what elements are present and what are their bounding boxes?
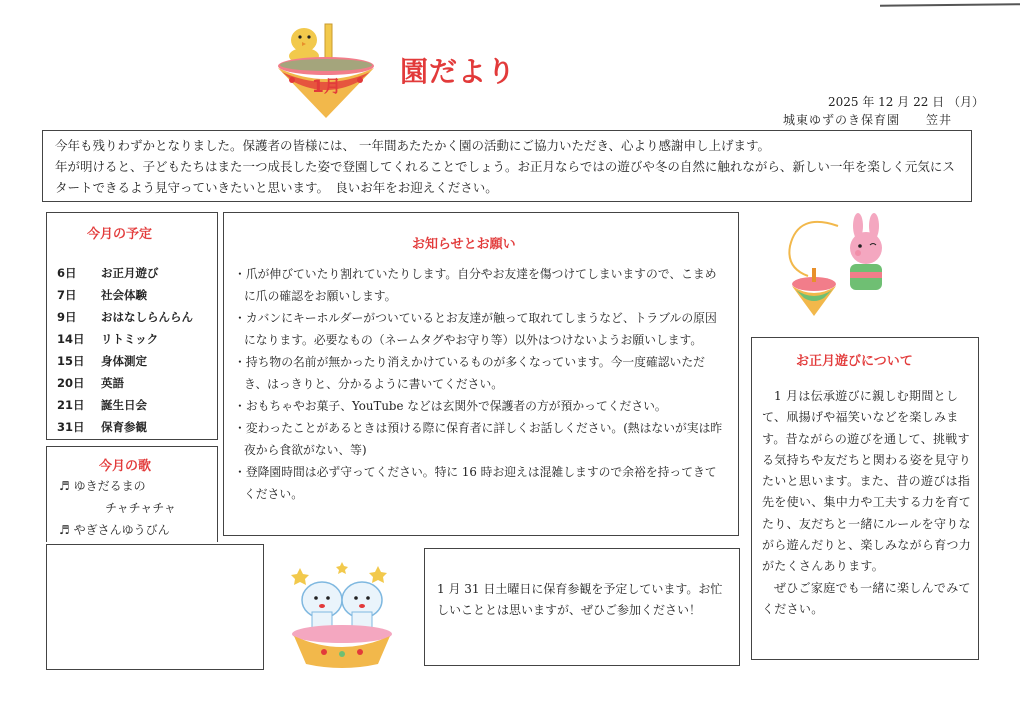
notice-item: ・ 登降園時間は必ず守ってください。特に 16 時お迎えは混雑しますので余裕を持ってきてください。: [234, 461, 728, 505]
open-house-text: 1 月 31 日土曜日に保育参観を予定しています。お忙しいこととは思いますが、ぜひご参加ください！: [437, 582, 723, 617]
song-item: ♬ やぎさんゆうびん: [59, 523, 170, 537]
twin-ghost-spinning-top-icon: [278, 560, 408, 672]
new-year-paragraph-1: 1 月は伝承遊びに親しむ期間として、凧揚げや福笑いなどを楽しみます。昔ながらの遊びを通して、挑戦する気持ちや友だちと関わる姿を見守りたいと思います。また、昔の遊びは指先を使い、集中力や工夫する力を育てたり、友だちと一緒にルールを守りながら遊んだりと、楽しみながら育つ力がたくさんあります。: [762, 389, 972, 574]
schedule-row: 14日 リトミック: [57, 332, 159, 346]
schedule-row: 6日 お正月遊び: [57, 266, 159, 280]
song-item-continued: チャチャチャ: [105, 501, 176, 515]
music-note-icon: ♬: [59, 479, 70, 493]
issue-date: 2025 年 12 月 22 日 （月）: [828, 95, 984, 109]
intro-paragraph-1: 今年も残りわずかとなりました。保護者の皆様には、 一年間あたたかく園の活動にご協力いただき、心より感謝申し上げます。: [55, 138, 770, 153]
schedule-row: 9日 おはなしらんらん: [57, 310, 193, 324]
notice-item: ・ 爪が伸びていたり割れていたりします。自分やお友達を傷つけてしまいますので、こまめに爪の確認をお願いします。: [234, 263, 728, 307]
month-badge: 1月: [312, 77, 341, 97]
songs-title: 今月の歌: [99, 459, 152, 474]
scan-edge-line: [880, 3, 1020, 6]
schedule-row: 15日 身体測定: [57, 354, 147, 368]
new-year-paragraph-2: ぜひご家庭でも一緒に楽しんでみてください。: [762, 580, 971, 616]
schedule-title: 今月の予定: [87, 227, 153, 242]
notice-title: お知らせとお願い: [412, 237, 516, 252]
page-title: 園だより: [400, 55, 517, 88]
schedule-row: 20日 英語: [57, 376, 124, 390]
notice-box: [223, 212, 739, 536]
open-house-notice: [424, 548, 740, 666]
new-year-play-body: [762, 386, 972, 620]
notice-item: ・ カバンにキーホルダーがついているとお友達が触って取れてしまうなど、トラブルの原因になります。必要なもの（ネームタグやお守り等）以外はつけないようお願いします。: [234, 307, 728, 351]
blank-frame: [46, 544, 264, 670]
intro-paragraph-2: 年が明けると、子どもたちはまた一つ成長した姿で登園してくれることでしょう。お正月ならではの遊びや冬の自然に触れながら、新しい一年を楽しく元気にスタートできるよう見守っていきたいと思います。 良いお年をお迎えください。: [55, 159, 955, 195]
new-year-play-title: お正月遊びについて: [796, 354, 913, 369]
notice-item: ・ 変わったことがあるときは預ける際に保育者に詳しくお話しください。(熱はないが実は昨夜から食欲がない、等): [234, 417, 728, 461]
schedule-row: 21日 誕生日会: [57, 398, 147, 412]
school-name: 城東ゆずのき保育園 笠井: [783, 113, 953, 127]
schedule-row: 31日 保育参観: [57, 420, 147, 434]
monthly-songs: [46, 446, 218, 542]
notice-list: [234, 263, 728, 505]
song-item: ♬ ゆきだるまの: [59, 479, 146, 493]
rabbit-spinning-top-icon: [778, 212, 908, 324]
monthly-schedule: [46, 212, 218, 440]
notice-item: ・ おもちゃやお菓子、YouTube などは玄関外で保護者の方が預かってください。: [234, 395, 728, 417]
notice-item: ・ 持ち物の名前が無かったり消えかけているものが多くなっています。今一度確認いただき、はっきりと、分かるように書いてください。: [234, 351, 728, 395]
intro-message: [42, 130, 972, 202]
music-note-icon: ♬: [59, 523, 70, 537]
new-year-play-box: [751, 337, 979, 660]
schedule-row: 7日 社会体験: [57, 288, 147, 302]
